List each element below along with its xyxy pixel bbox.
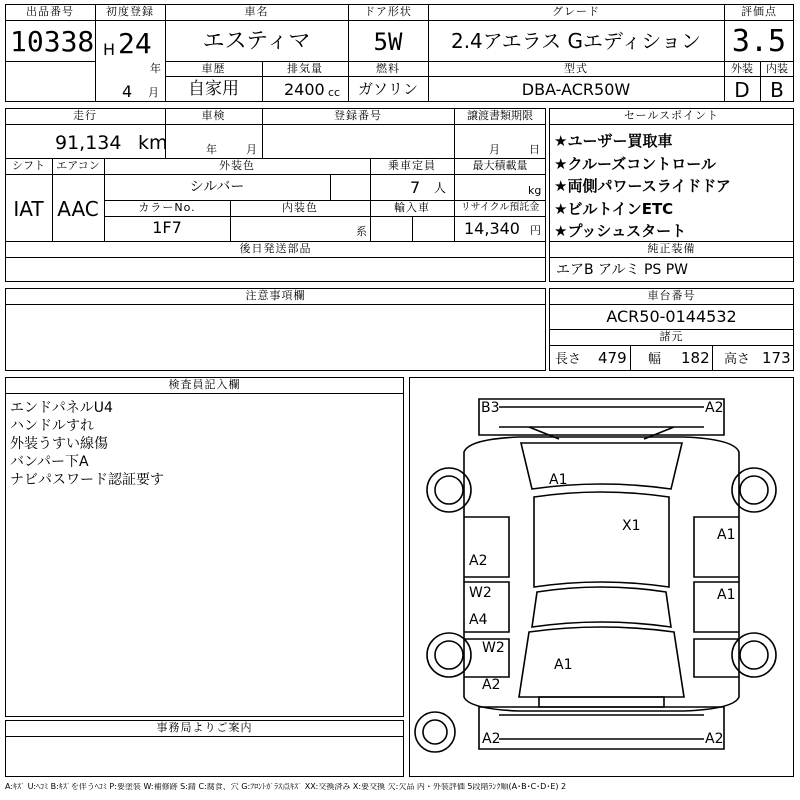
grade: 2.4アエラス Gエディション: [450, 29, 702, 53]
first-reg-month: 4: [122, 82, 133, 101]
damage-code-front-right: A2: [705, 731, 724, 747]
hood-shape: [519, 627, 684, 697]
first-reg-year: 24: [118, 27, 152, 60]
sales-points-label: セールスポイント: [623, 109, 719, 122]
divider: [5, 393, 404, 394]
damage-code-rear-right: A2: [705, 400, 724, 416]
shift: IAT: [13, 197, 44, 221]
body-shape: [464, 437, 739, 711]
capacity-unit: 人: [434, 181, 447, 195]
divider: [412, 216, 413, 241]
divider: [630, 345, 631, 371]
roof-shape: [534, 492, 669, 587]
divider: [724, 76, 794, 77]
equipment-value: エアB アルミ PS PW: [556, 262, 689, 278]
transfer-day-unit: 日: [529, 143, 540, 156]
displacement-label: 排気量: [287, 62, 323, 75]
later-parts-label: 後日発送部品: [239, 242, 312, 255]
exterior-grade: D: [734, 78, 750, 102]
sales-point-item: ★ビルトインETC: [554, 200, 674, 218]
divider: [5, 304, 546, 305]
divider: [95, 20, 165, 21]
interior-label: 内装: [766, 62, 788, 75]
displacement: 2400: [284, 80, 325, 99]
lot-number: 10338: [10, 25, 95, 58]
int-color-label: 内装色: [282, 201, 318, 214]
transfer-month-unit: 月: [489, 143, 500, 156]
spare-wheel: [415, 712, 455, 752]
divider: [104, 216, 546, 217]
era: H: [103, 40, 116, 59]
month-unit: 月: [148, 86, 159, 99]
damage-code-left-rear-quarter: A2: [469, 553, 488, 569]
aircon-label: エアコン: [56, 159, 100, 172]
sales-point-item: ★プッシュスタート: [554, 222, 687, 240]
height: 173: [762, 349, 791, 367]
score: 3.5: [731, 24, 787, 59]
color-no-label: カラーNo.: [138, 201, 196, 214]
divider: [104, 174, 546, 175]
inspector-line: バンパー下A: [10, 454, 89, 470]
lot-number-label: 出品番号: [26, 5, 74, 18]
chassis-label: 車台番号: [647, 289, 696, 302]
ext-color: シルバー: [189, 179, 245, 195]
sales-point-item: ★クルーズコントロール: [554, 155, 716, 173]
inspector-line: 外装うすい線傷: [10, 436, 108, 452]
history-label: 車歴: [201, 62, 226, 75]
notes-label: 注意事項欄: [245, 289, 306, 302]
import-label: 輸入車: [394, 201, 430, 214]
inspection-year-unit: 年: [206, 143, 217, 156]
damage-code-rear-left: B3: [481, 400, 500, 416]
recycle-unit: 円: [530, 224, 541, 237]
divider: [5, 257, 546, 258]
fuel: ガソリン: [357, 80, 418, 98]
inspection-label: 車検: [201, 109, 226, 122]
divider: [5, 61, 95, 62]
divider: [330, 174, 331, 200]
divider: [5, 124, 546, 125]
mileage-label: 走行: [73, 109, 97, 122]
divider: [165, 20, 724, 21]
width: 182: [681, 349, 710, 367]
shift-label: シフト: [12, 159, 45, 172]
damage-code-left-front-door: W2: [482, 640, 505, 656]
history: 自家用: [188, 79, 239, 99]
year-unit: 年: [150, 62, 161, 75]
divider: [549, 304, 794, 305]
first-reg-label: 初度登録: [106, 5, 154, 18]
capacity-label: 乗車定員: [388, 159, 436, 172]
damage-legend: A:ｷｽﾞ U:ﾍｺﾐ B:ｷｽﾞを伴うﾍｺﾐ P:要塗装 W:補修跡 S:錆 C:腐食、穴 G:ﾌﾛﾝﾄｶﾞﾗｽ点ｷｽﾞ XX:交換済み X:要交換 欠:欠品 内・外装評価 5段階ﾗﾝｸ順(A･B･C･D･E) 2: [5, 783, 567, 791]
chassis-number: ACR50-0144532: [606, 307, 737, 326]
divider: [549, 257, 794, 258]
side-panels: [464, 517, 739, 677]
reg-number-label: 登録番号: [334, 109, 382, 122]
windshield-shape: [532, 587, 671, 627]
model-code-label: 型式: [564, 62, 588, 75]
damage-code-left-slide-door: W2: [469, 585, 492, 601]
inspector-line: ナビパスワード認証要す: [10, 472, 164, 488]
divider: [549, 345, 794, 346]
office-label: 事務局よりご案内: [156, 721, 253, 734]
length-label: 長さ: [555, 352, 582, 367]
max-load-label: 最大積載量: [472, 159, 528, 172]
height-label: 高さ: [724, 352, 751, 367]
displacement-unit: cc: [328, 86, 341, 99]
capacity: 7: [410, 178, 421, 197]
inspector-line: ハンドルすれ: [10, 418, 94, 434]
sales-point-item: ★ユーザー買取車: [554, 132, 673, 150]
interior-grade: B: [770, 78, 784, 102]
rear-bumper-shape: [479, 399, 724, 435]
int-color-unit: 系: [356, 225, 367, 238]
score-label: 評価点: [741, 5, 777, 18]
divider: [5, 20, 95, 21]
grade-label: グレード: [552, 5, 600, 18]
door-label: ドア形状: [364, 5, 412, 18]
damage-code-right-rear-quarter: A1: [717, 527, 736, 543]
front-bumper-shape: [479, 707, 724, 749]
damage-code-right-front-door: A1: [717, 587, 736, 603]
exterior-label: 外装: [731, 62, 753, 75]
damage-code-left-slide-door2: A4: [469, 612, 488, 628]
damage-code-roof: X1: [622, 518, 641, 534]
recycle-amount: 14,340: [464, 219, 520, 238]
dims-label: 諸元: [659, 330, 684, 343]
ext-color-label: 外装色: [219, 159, 255, 172]
car-name-label: 車名: [244, 5, 269, 18]
divider: [712, 345, 713, 371]
transfer-label: 譲渡書類期限: [467, 109, 533, 122]
aircon: AAC: [57, 197, 99, 221]
color-no: 1F7: [152, 218, 182, 237]
fuel-label: 燃料: [376, 62, 400, 75]
divider: [724, 20, 794, 21]
divider: [549, 124, 794, 125]
model-code: DBA-ACR50W: [521, 80, 631, 99]
inspector-line: エンドパネルU4: [10, 400, 113, 416]
max-load-unit: kg: [528, 184, 542, 197]
damage-code-front-left: A2: [482, 731, 501, 747]
length: 479: [598, 349, 627, 367]
divider: [5, 174, 104, 175]
mileage-unit: km: [138, 132, 168, 154]
mileage: 91,134: [55, 132, 122, 154]
damage-code-left-front-fender: A2: [482, 677, 501, 693]
door: 5W: [373, 28, 403, 56]
width-label: 幅: [648, 352, 662, 367]
recycle-label: リサイクル預託金: [460, 202, 540, 213]
car-outline-diagram: [409, 377, 794, 777]
equipment-label: 純正装備: [647, 242, 696, 255]
rear-glass-shape: [521, 443, 682, 489]
inspection-month-unit: 月: [246, 143, 257, 156]
damage-code-hood: A1: [554, 657, 573, 673]
inspector-label: 検査員記入欄: [168, 378, 241, 391]
sales-point-item: ★両側パワースライドドア: [554, 177, 731, 195]
divider: [165, 76, 724, 77]
divider: [5, 736, 404, 737]
damage-code-rear-glass: A1: [549, 472, 568, 488]
car-name: エスティマ: [202, 29, 311, 54]
